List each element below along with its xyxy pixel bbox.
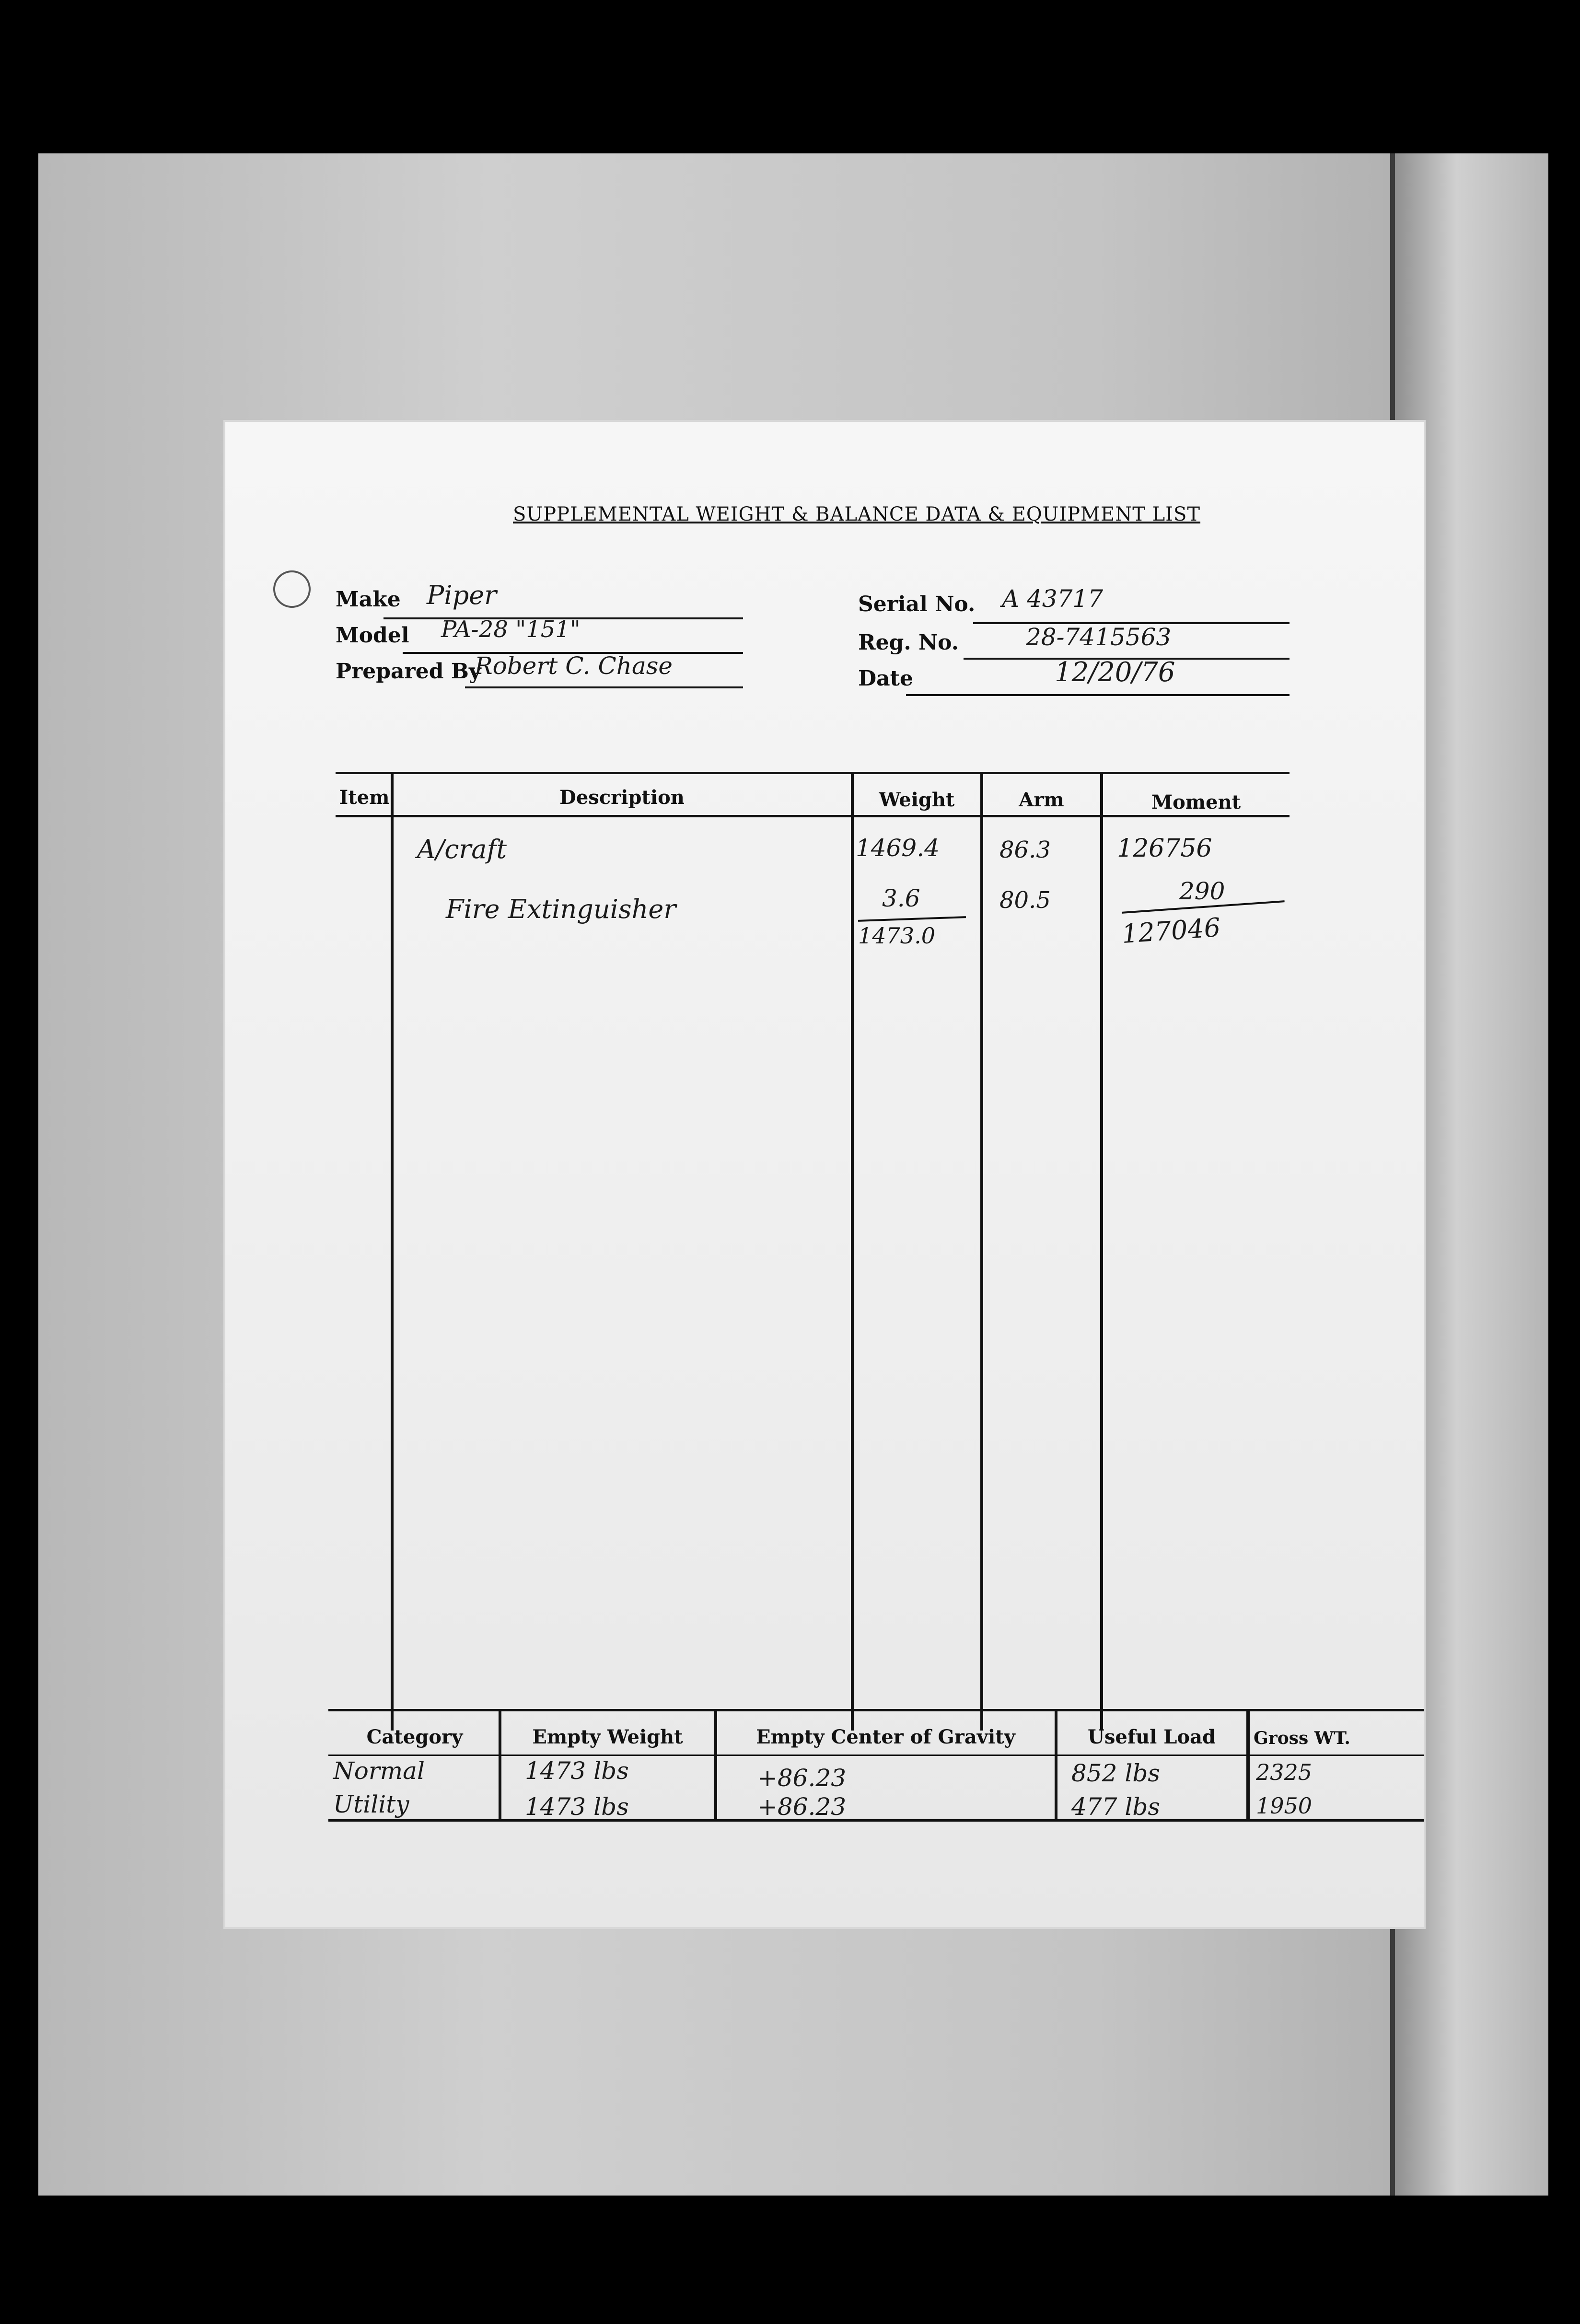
model-label: Model (336, 623, 409, 648)
header-description: Description (559, 786, 685, 809)
reg-value: 28-7415563 (1026, 623, 1172, 651)
header-item: Item (339, 786, 390, 809)
summary-row-2-category: Utility (333, 1790, 409, 1818)
summary-header-useful-load: Useful Load (1088, 1726, 1216, 1748)
prepared-by-label: Prepared By (336, 659, 481, 684)
punch-hole (273, 570, 311, 608)
table-top-rule (336, 772, 1290, 774)
col-divider-arm (1100, 772, 1103, 1731)
summary-header-category: Category (366, 1726, 463, 1748)
summary-row-2-useful-load: 477 lbs (1071, 1793, 1160, 1821)
header-weight: Weight (879, 789, 955, 811)
table-header-rule (336, 815, 1290, 817)
row-2-weight: 3.6 (882, 884, 920, 912)
summary-row-2-empty-weight: 1473 lbs (525, 1793, 629, 1821)
date-underline (906, 694, 1290, 696)
summary-header-empty-weight: Empty Weight (532, 1726, 683, 1748)
summary-row-2-gross: 1950 (1256, 1793, 1313, 1819)
summary-bottom-rule (328, 1819, 1424, 1822)
total-moment: 127046 (1121, 912, 1222, 950)
serial-label: Serial No. (858, 592, 976, 616)
total-weight: 1473.0 (858, 923, 935, 949)
make-value: Piper (427, 580, 497, 610)
summary-top-rule (328, 1709, 1424, 1711)
summary-row-1-empty-weight: 1473 lbs (525, 1757, 629, 1785)
summary-header-gross-weight: Gross WT. (1254, 1728, 1350, 1748)
header-arm: Arm (1019, 789, 1064, 811)
row-2-arm: 80.5 (999, 887, 1051, 914)
summary-row-1-useful-load: 852 lbs (1071, 1759, 1160, 1787)
prepared-by-underline (465, 686, 743, 688)
summary-row-1-cg: +86.23 (757, 1764, 847, 1792)
make-label: Make (336, 587, 401, 612)
summary-row-2-cg: +86.23 (757, 1793, 847, 1821)
document-sheet (225, 422, 1424, 1927)
serial-value: A 43717 (1002, 585, 1104, 613)
summary-header-rule (328, 1755, 1424, 1756)
summary-col-divider-4 (1246, 1711, 1250, 1819)
col-divider-item (391, 772, 394, 1731)
header-moment: Moment (1151, 791, 1241, 813)
summary-row-1-gross: 2325 (1256, 1759, 1313, 1785)
col-divider-description (851, 772, 854, 1731)
reg-label: Reg. No. (858, 630, 959, 655)
form-title: SUPPLEMENTAL WEIGHT & BALANCE DATA & EQUIPMENT LIST (513, 503, 1201, 525)
date-value: 12/20/76 (1055, 657, 1175, 688)
row-2-description: Fire Extinguisher (446, 894, 676, 924)
weight-sum-rule (858, 916, 966, 922)
row-1-moment: 126756 (1117, 834, 1212, 863)
row-2-moment: 290 (1179, 877, 1225, 905)
summary-header-empty-cg: Empty Center of Gravity (756, 1726, 1015, 1748)
model-value: PA-28 "151" (441, 616, 581, 643)
summary-row-1-category: Normal (333, 1757, 425, 1785)
row-1-description: A/craft (417, 834, 507, 864)
row-1-arm: 86.3 (999, 837, 1051, 863)
prepared-by-value: Robert C. Chase (475, 652, 673, 680)
col-divider-weight (980, 772, 983, 1731)
date-label: Date (858, 666, 913, 691)
row-1-weight: 1469.4 (856, 834, 940, 862)
